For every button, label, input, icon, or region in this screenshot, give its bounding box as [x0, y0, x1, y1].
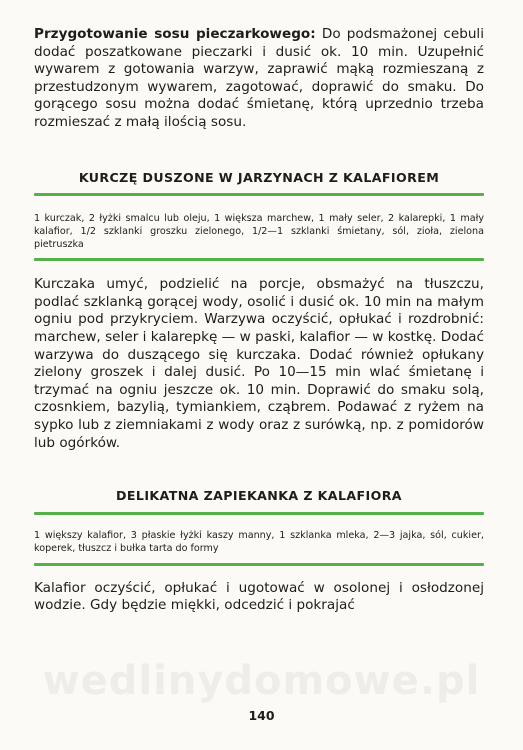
site-watermark: wedlinydomowe.pl [42, 658, 481, 704]
intro-lead: Przygotowanie sosu pieczarkowego: [34, 26, 316, 42]
recipe-title: DELIKATNA ZAPIEKANKA Z KALAFIORA [116, 488, 402, 504]
recipe-method: Kalafior oczyścić, opłukać i ugotować w osolonej i osłodzonej wodzie. Gdy będzie miękki, odcedzić i pokrajać [34, 579, 484, 614]
recipe-method: Kurczaka umyć, podzielić na porcje, obsmażyć na tłuszczu, podlać szklanką gorącej wody, osolić i dusić ok. 10 min na małym ogniu pod przykryciem. Warzywa oczyścić, opłukać i rozdrobnić: marchew, seler i kalarepkę — w paski, kalafior — w kostkę. Dodać warzywa do duszącego się kurczaka. Dodać również opłukany zielony groszek i dalej dusić. Po 10—15 min wlać śmietanę i trzymać na ogniu jeszcze ok. 10 min. Doprawić do smaku solą, czosnkiem, bazylią, tymiankiem, cząbrem. Podawać z ryżem na sypko lub z ziemniakami z wody oraz z surówką, np. z pomidorów lub ogórków. [34, 276, 484, 451]
ingredient-list: 1 większy kalafior, 3 płaskie łyżki kaszy manny, 1 szklanka mleka, 2—3 jajka, sól, cukier, koperek, tłuszcz i bułka tarta do formy [34, 530, 484, 555]
recipe-title: KURCZĘ DUSZONE W JARZYNACH Z KALAFIOREM [78, 169, 440, 185]
book-page [34, 26, 484, 615]
page-number: 140 [248, 708, 275, 723]
ingredient-list: 1 kurczak, 2 łyżki smalcu lub oleju, 1 większa marchew, 1 mały seler, 2 kalarepki, 1 mały kalafior, 1/2 szklanki groszku zielonego, 1/2—1 szklanki śmietany, sól, zioła, zielona pietruszka [34, 212, 484, 250]
intro-text: Do podsmażonej cebuli dodać poszatkowane pieczarki i dusić ok. 10 min. Uzupełnić wywarem z gotowania warzyw, zaprawić mąką rozmieszaną z przestudzonym wywarem, zagotować, doprawić do smaku. Do gorącego sosu można dodać śmietanę, którą uprzednio trzeba rozmieszać z małą ilością sosu. [34, 26, 484, 130]
intro-paragraph [34, 26, 484, 132]
